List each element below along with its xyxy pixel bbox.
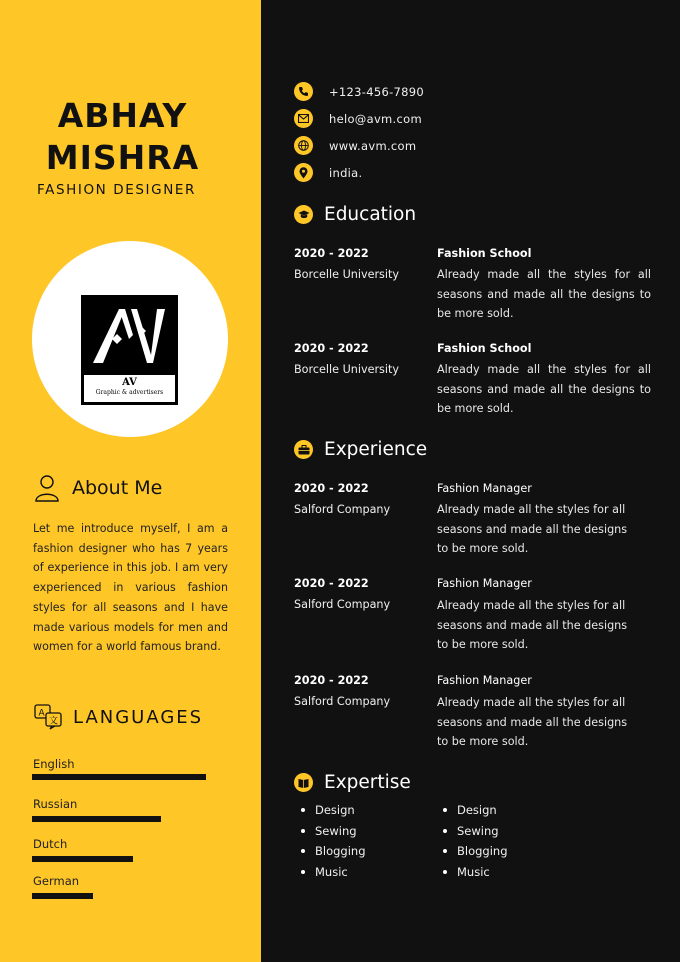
education-title-item: Fashion School (437, 342, 532, 355)
language-label: German (33, 874, 80, 888)
about-heading (34, 474, 162, 502)
education-heading (294, 204, 416, 225)
about-title: About Me (72, 477, 163, 499)
education-title-item: Fashion School (437, 247, 532, 260)
translate-icon (34, 704, 63, 730)
education-desc: Already made all the styles for all seasons and made all the designs to be more sold. (437, 268, 651, 321)
last-name: MISHRA (45, 138, 200, 177)
logo-tagline: Graphic & advertisers (95, 389, 164, 396)
person-icon (34, 474, 60, 502)
expertise-list-2 (436, 800, 508, 882)
education-title: Education (324, 204, 417, 225)
book-icon (294, 773, 313, 792)
contact-location (294, 163, 362, 182)
experience-date: 2020 - 2022 (294, 577, 369, 590)
education-date: 2020 - 2022 (294, 342, 369, 355)
expertise-title: Expertise (324, 772, 411, 793)
list-item: Music (294, 862, 366, 883)
language-german (33, 870, 79, 889)
experience-desc: Already made all the styles for all seasons and made all the designs to be more sold. (437, 599, 628, 652)
experience-heading (294, 439, 427, 460)
list-item: Sewing (436, 821, 508, 842)
experience-date: 2020 - 2022 (294, 674, 369, 687)
language-dutch (33, 833, 67, 852)
av-monogram-icon (81, 295, 178, 375)
experience-role: Fashion Manager (437, 674, 532, 687)
languages-title: LANGUAGES (73, 706, 204, 728)
language-bar-russian (32, 816, 161, 822)
svg-text:文: 文 (49, 716, 59, 727)
language-bar-dutch (32, 856, 133, 862)
language-label: Russian (33, 797, 78, 811)
profile-photo (32, 241, 228, 437)
expertise-list-1 (294, 800, 366, 882)
phone-icon (294, 82, 313, 101)
first-name: ABHAY (57, 96, 188, 135)
phone-text: +123-456-7890 (329, 84, 425, 99)
experience-title: Experience (324, 439, 428, 460)
experience-role: Fashion Manager (437, 482, 532, 495)
language-label: English (33, 757, 75, 771)
list-item: Blogging (436, 841, 508, 862)
graduation-cap-icon (294, 205, 313, 224)
list-item: Design (436, 800, 508, 821)
briefcase-icon (294, 440, 313, 459)
list-item: Sewing (294, 821, 366, 842)
experience-date: 2020 - 2022 (294, 482, 369, 495)
language-english (33, 753, 75, 772)
education-desc: Already made all the styles for all seasons and made all the designs to be more sold. (437, 363, 651, 416)
location-text: india. (329, 165, 363, 180)
experience-org: Salford Company (294, 503, 391, 516)
logo-label: AV (122, 377, 137, 388)
experience-org: Salford Company (294, 695, 391, 708)
website-text: www.avm.com (329, 138, 417, 153)
contact-website (294, 136, 416, 155)
contact-phone (294, 82, 424, 101)
experience-org: Salford Company (294, 598, 391, 611)
education-org: Borcelle University (294, 268, 399, 281)
list-item: Design (294, 800, 366, 821)
languages-heading (34, 704, 203, 730)
experience-desc: Already made all the styles for all seasons and made all the designs to be more sold. (437, 696, 628, 749)
email-text: helo@avm.com (329, 111, 422, 126)
education-org: Borcelle University (294, 363, 399, 376)
left-sidebar (0, 0, 261, 962)
expertise-heading (294, 772, 411, 793)
about-text: Let me introduce myself, I am a fashion designer who has 7 years of experience in this job. I am very experienced in various fashion styles for all seasons and I have made various models for men and women for a world famous brand. (33, 522, 228, 654)
logo-label-box (84, 375, 175, 402)
location-pin-icon (294, 163, 313, 182)
contact-email (294, 109, 422, 128)
globe-icon (294, 136, 313, 155)
language-bar-german (32, 893, 93, 899)
list-item: Music (436, 862, 508, 883)
job-role: FASHION DESIGNER (36, 182, 197, 198)
list-item: Blogging (294, 841, 366, 862)
brand-logo (81, 295, 178, 405)
language-bar-english (32, 774, 206, 780)
experience-role: Fashion Manager (437, 577, 532, 590)
language-label: Dutch (33, 837, 68, 851)
education-date: 2020 - 2022 (294, 247, 369, 260)
experience-desc: Already made all the styles for all seasons and made all the designs to be more sold. (437, 503, 628, 556)
svg-text:A: A (38, 708, 45, 719)
right-main (261, 0, 680, 962)
language-russian (33, 793, 77, 812)
mail-icon (294, 109, 313, 128)
